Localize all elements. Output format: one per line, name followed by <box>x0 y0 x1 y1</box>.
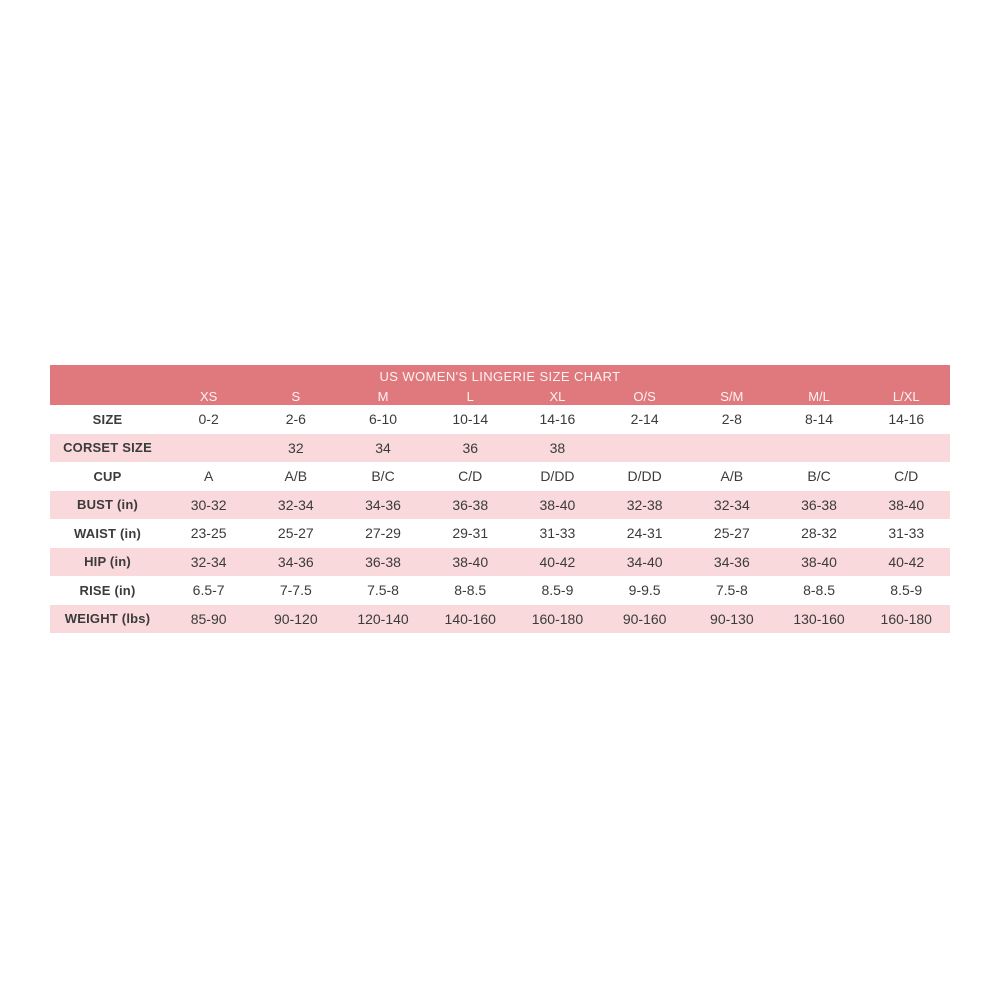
row-corset-size <box>50 434 950 463</box>
table-cell: 160-180 <box>531 610 584 627</box>
row-label: WAIST (in) <box>74 525 141 541</box>
row-label: HIP (in) <box>84 554 131 570</box>
column-header-l: L <box>466 388 474 404</box>
table-cell: 32 <box>288 439 304 456</box>
table-cell: 32-38 <box>626 496 663 513</box>
table-cell: B/C <box>371 468 395 485</box>
table-cell: 27-29 <box>365 525 401 542</box>
table-cell: 40-42 <box>888 553 925 570</box>
table-cell: 25-27 <box>713 525 750 542</box>
row-weight <box>50 605 950 634</box>
table-cell: 6.5-7 <box>192 582 225 599</box>
table-cell: 130-160 <box>793 610 845 627</box>
table-cell: 8-8.5 <box>454 582 487 599</box>
table-cell: 32-34 <box>713 496 750 513</box>
table-cell: 90-130 <box>710 610 754 627</box>
row-label: BUST (in) <box>77 497 139 513</box>
table-cell: 8.5-9 <box>541 582 574 599</box>
row-label: SIZE <box>92 411 123 427</box>
table-cell: 6-10 <box>369 411 398 428</box>
chart-title-bar <box>50 365 950 387</box>
table-cell: 31-33 <box>539 525 576 542</box>
table-cell: 2-6 <box>285 411 306 428</box>
table-cell: 90-160 <box>622 610 667 627</box>
chart-title: US WOMEN'S LINGERIE SIZE CHART <box>379 368 621 384</box>
table-cell: 7-7.5 <box>279 582 312 599</box>
column-header-ml: M/L <box>808 388 830 404</box>
table-cell: A/B <box>284 468 308 485</box>
table-cell: 2-8 <box>721 411 742 428</box>
table-cell: 34-36 <box>277 553 314 570</box>
table-cell: 34-36 <box>365 496 401 513</box>
table-cell: 120-140 <box>357 610 409 627</box>
table-cell: 90-120 <box>274 610 318 627</box>
table-cell: 38-40 <box>452 553 489 570</box>
table-cell: 23-25 <box>190 525 227 542</box>
table-cell: 7.5-8 <box>715 582 748 599</box>
column-header-lxl: L/XL <box>892 388 920 404</box>
table-cell: 7.5-8 <box>367 582 399 599</box>
table-cell: 24-31 <box>626 525 663 542</box>
table-cell: 36-38 <box>452 496 489 513</box>
table-cell: 38-40 <box>801 553 837 570</box>
row-label: RISE (in) <box>79 582 136 598</box>
table-cell: 9-9.5 <box>628 582 661 599</box>
table-cell: A <box>203 468 214 485</box>
table-cell: 34 <box>375 439 391 456</box>
table-cell: 85-90 <box>190 610 227 627</box>
table-cell: 32-34 <box>190 553 227 570</box>
lingerie-size-chart-table <box>50 365 950 633</box>
table-cell: 36 <box>462 439 479 456</box>
size-header-row <box>50 387 950 405</box>
table-cell: 10-14 <box>452 411 489 428</box>
table-cell: 28-32 <box>801 525 837 542</box>
table-cell: 38-40 <box>888 496 925 513</box>
column-header-xl: XL <box>549 388 566 404</box>
table-cell: 30-32 <box>190 496 227 513</box>
table-cell: B/C <box>807 468 831 485</box>
table-cell: 34-40 <box>626 553 663 570</box>
table-cell: 8-8.5 <box>803 582 835 599</box>
table-cell: C/D <box>458 468 483 485</box>
table-cell: 32-34 <box>277 496 314 513</box>
row-rise <box>50 576 950 605</box>
row-size <box>50 405 950 434</box>
table-cell: 2-14 <box>630 411 659 428</box>
row-cup <box>50 462 950 491</box>
table-cell: D/DD <box>540 468 575 485</box>
column-header-m: M <box>377 388 389 404</box>
row-bust <box>50 491 950 520</box>
table-cell: 36-38 <box>801 496 837 513</box>
table-cell: 0-2 <box>198 411 219 428</box>
table-cell: 140-160 <box>444 610 496 627</box>
table-cell: 38-40 <box>539 496 576 513</box>
table-cell: 34-36 <box>713 553 750 570</box>
table-cell: 25-27 <box>277 525 314 542</box>
table-cell: 38 <box>549 439 566 456</box>
row-waist <box>50 519 950 548</box>
table-cell: 40-42 <box>539 553 576 570</box>
table-cell: 14-16 <box>888 411 925 428</box>
table-cell: 31-33 <box>888 525 925 542</box>
row-hip <box>50 548 950 577</box>
table-cell: 29-31 <box>452 525 489 542</box>
table-cell: D/DD <box>627 468 662 485</box>
column-header-sm: S/M <box>720 388 744 404</box>
column-header-os: O/S <box>633 388 656 404</box>
column-header-s: S <box>291 388 301 404</box>
row-label: WEIGHT (lbs) <box>64 611 151 627</box>
table-cell: A/B <box>720 468 744 485</box>
row-label: CORSET SIZE <box>63 440 152 456</box>
table-cell: 14-16 <box>539 411 576 428</box>
table-cell: C/D <box>894 468 919 485</box>
column-header-xs: XS <box>199 388 218 404</box>
row-label: CUP <box>93 468 122 484</box>
table-cell: 8.5-9 <box>890 582 923 599</box>
table-cell: 8-14 <box>805 411 834 428</box>
table-cell: 36-38 <box>365 553 401 570</box>
table-cell: 160-180 <box>880 610 932 627</box>
